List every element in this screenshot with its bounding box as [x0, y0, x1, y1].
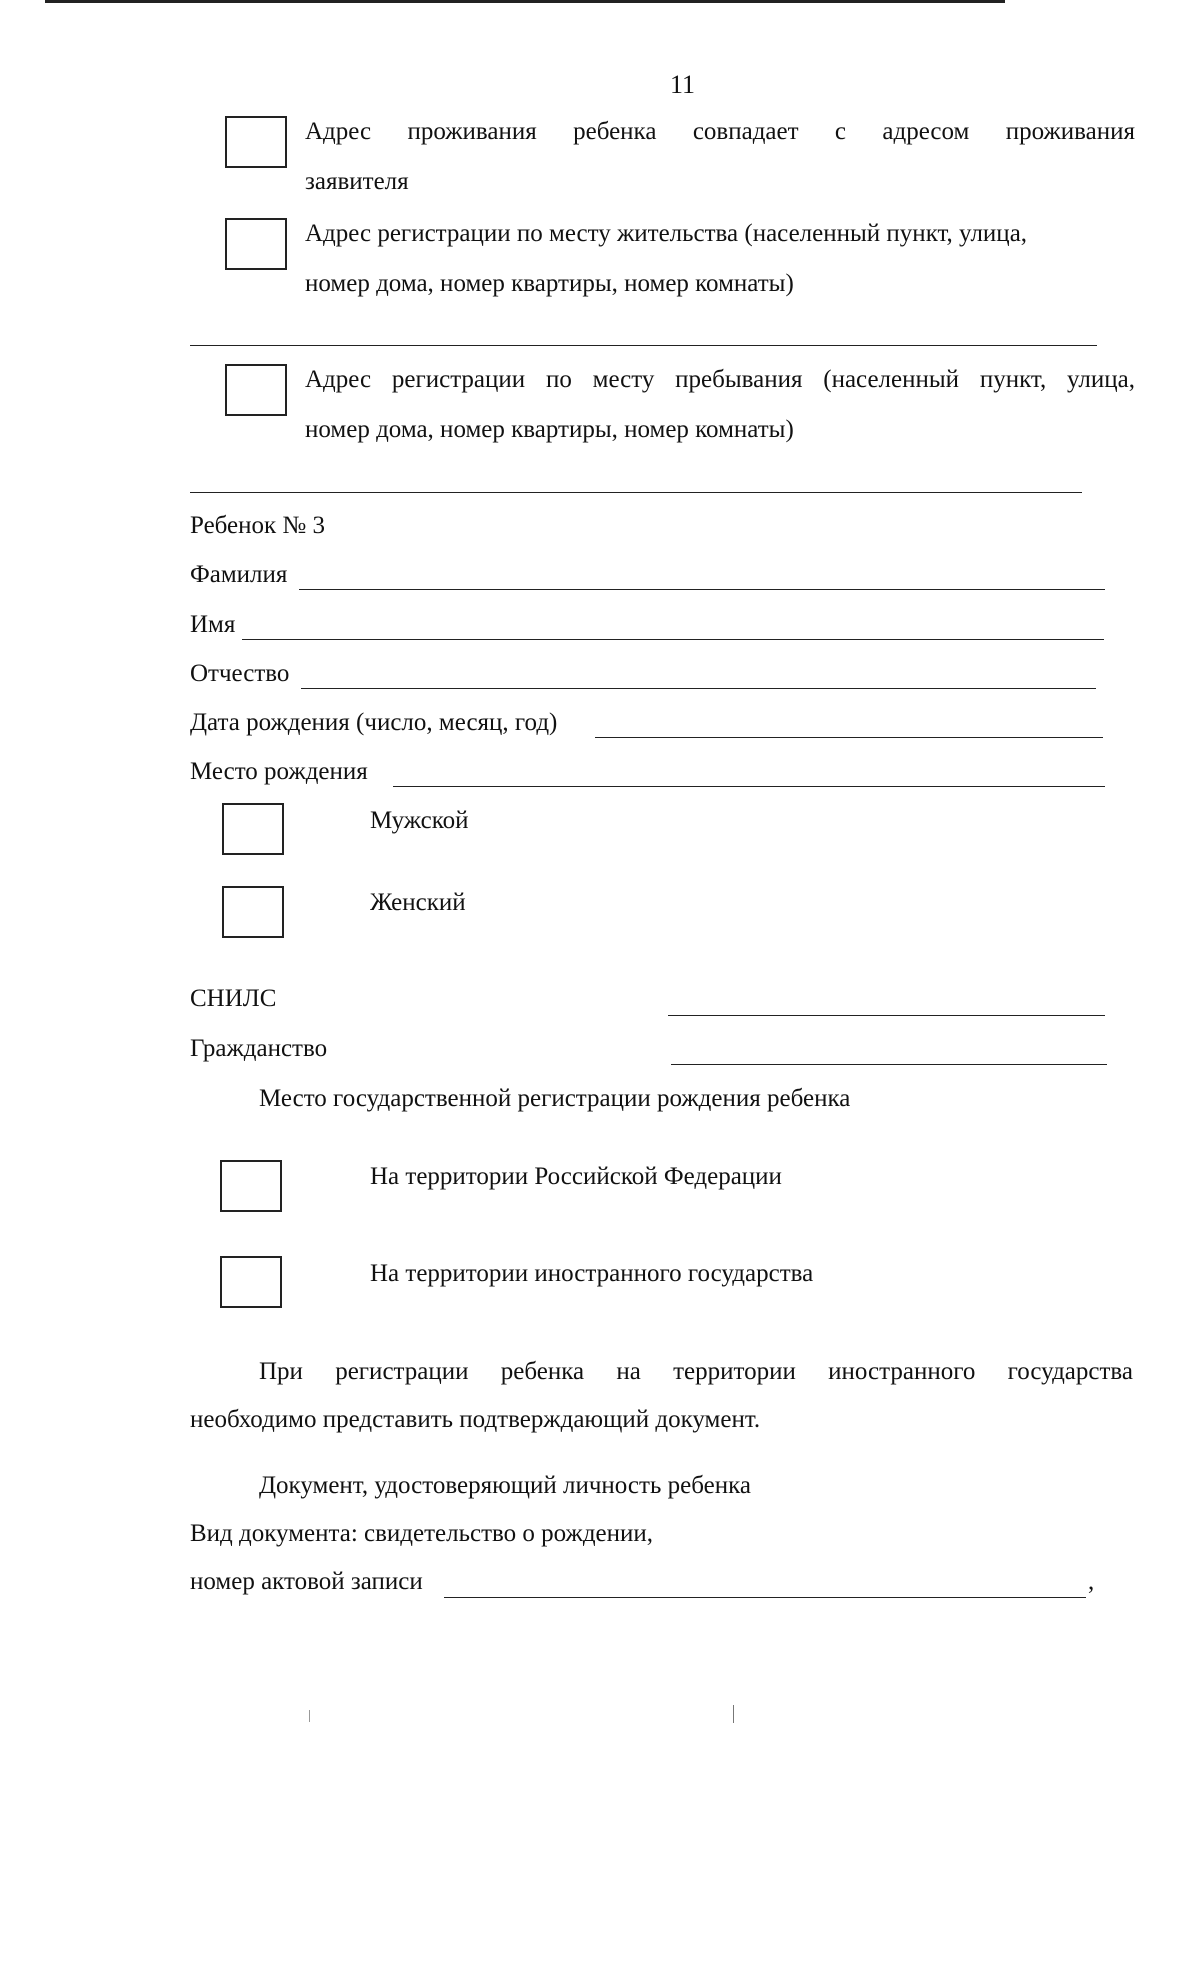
note-line2: необходимо представить подтверждающий документ.	[190, 1406, 761, 1433]
russia-label: На территории Российской Федерации	[370, 1163, 782, 1190]
page-number: 11	[670, 70, 696, 99]
record-number-trailing-comma: ,	[1088, 1568, 1095, 1595]
registration-stay-input-line[interactable]	[190, 492, 1082, 493]
female-checkbox[interactable]	[222, 886, 284, 938]
record-number-input-line[interactable]	[444, 1597, 1086, 1598]
identity-document-heading: Документ, удостоверяющий личность ребенка	[259, 1472, 751, 1499]
birth-date-label: Дата рождения (число, месяц, год)	[190, 709, 558, 736]
birth-place-label: Место рождения	[190, 758, 368, 785]
patronymic-label: Отчество	[190, 660, 290, 687]
note-line1: При регистрации ребенка на территории иностранного государства	[259, 1358, 1133, 1385]
name-label: Имя	[190, 611, 236, 638]
name-input-line[interactable]	[242, 639, 1104, 640]
document-type-label: Вид документа: свидетельство о рождении,	[190, 1520, 654, 1547]
registration-residence-input-line[interactable]	[190, 345, 1097, 346]
foreign-label: На территории иностранного государства	[370, 1260, 814, 1287]
surname-input-line[interactable]	[299, 589, 1105, 590]
surname-label: Фамилия	[190, 561, 288, 588]
top-edge-rule	[45, 0, 1005, 3]
same-address-checkbox[interactable]	[225, 116, 287, 168]
male-checkbox[interactable]	[222, 803, 284, 855]
male-label: Мужской	[370, 807, 469, 834]
same-address-label-line2: заявителя	[305, 168, 409, 195]
same-address-label-line1: Адрес проживания ребенка совпадает с адресом проживания	[305, 118, 1135, 145]
record-number-label: номер актовой записи	[190, 1568, 423, 1595]
scan-speck-2	[733, 1705, 734, 1723]
citizenship-input-line[interactable]	[671, 1064, 1107, 1065]
registration-place-heading: Место государственной регистрации рождения ребенка	[259, 1085, 851, 1112]
birth-date-input-line[interactable]	[595, 737, 1103, 738]
female-label: Женский	[370, 889, 466, 916]
scan-speck-1	[309, 1710, 310, 1722]
russia-checkbox[interactable]	[220, 1160, 282, 1212]
registration-stay-label-line1: Адрес регистрации по месту пребывания (населенный пункт, улица,	[305, 366, 1135, 393]
registration-residence-label-line2: номер дома, номер квартиры, номер комнаты)	[305, 270, 794, 297]
registration-residence-label-line1: Адрес регистрации по месту жительства (населенный пункт, улица,	[305, 220, 1028, 247]
birth-place-input-line[interactable]	[393, 786, 1105, 787]
snils-label: СНИЛС	[190, 985, 277, 1012]
foreign-checkbox[interactable]	[220, 1256, 282, 1308]
snils-input-line[interactable]	[668, 1015, 1105, 1016]
patronymic-input-line[interactable]	[301, 688, 1096, 689]
registration-stay-checkbox[interactable]	[225, 364, 287, 416]
child-heading: Ребенок № 3	[190, 512, 326, 539]
registration-residence-checkbox[interactable]	[225, 218, 287, 270]
citizenship-label: Гражданство	[190, 1035, 328, 1062]
registration-stay-label-line2: номер дома, номер квартиры, номер комнаты)	[305, 416, 794, 443]
